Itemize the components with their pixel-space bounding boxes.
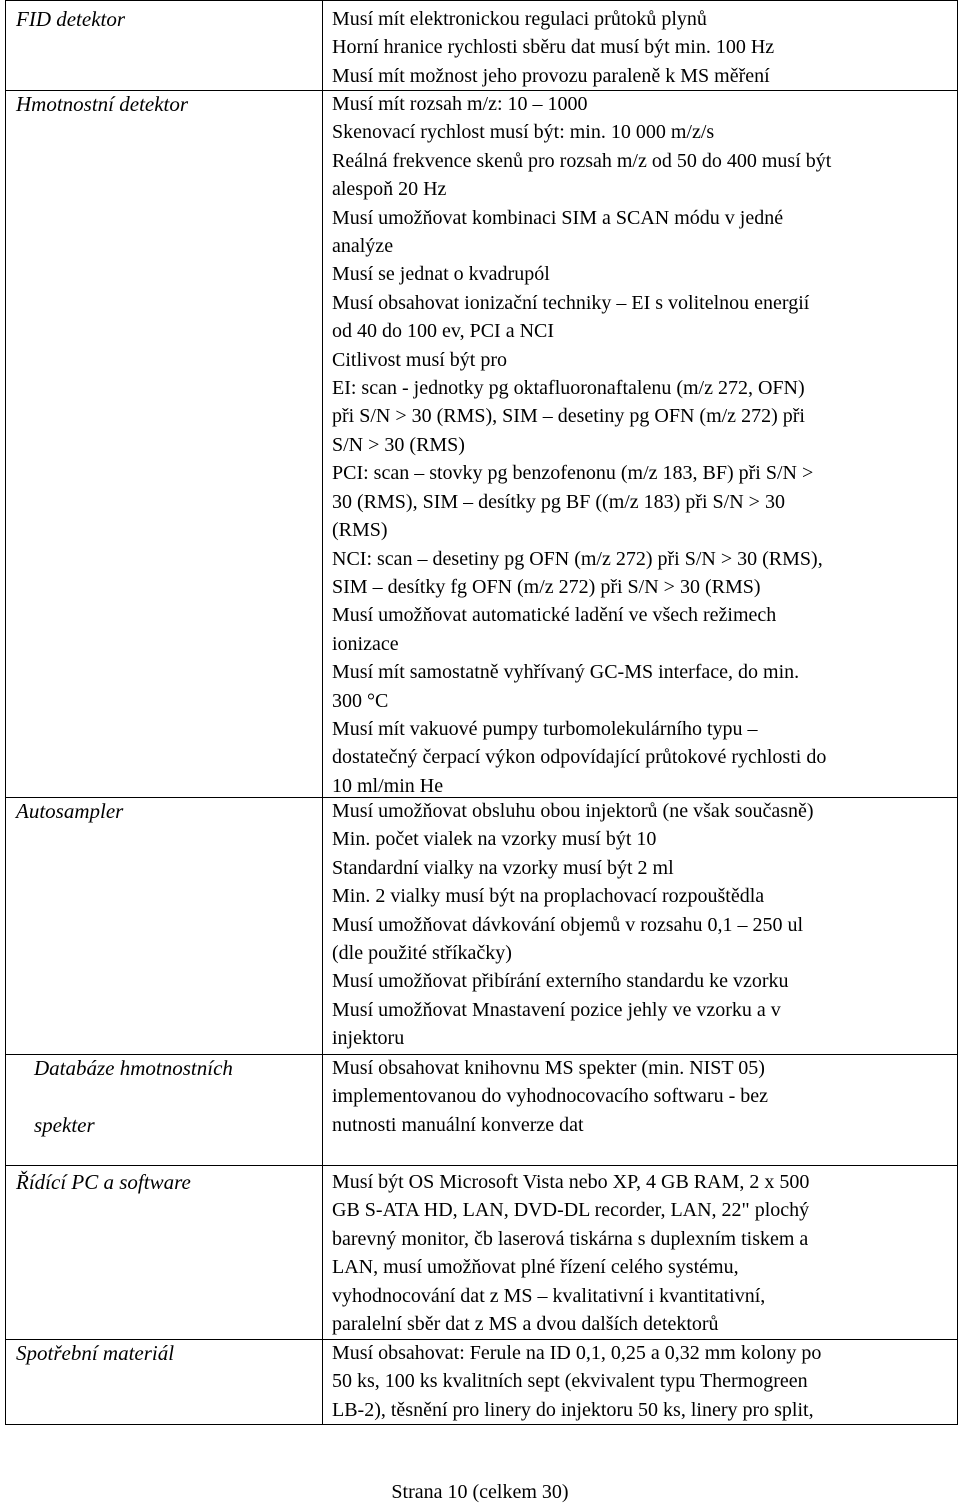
spec-line: Musí mít vakuové pumpy turbomolekulárního typu –: [332, 717, 758, 740]
spec-line: NCI: scan – desetiny pg OFN (m/z 272) při S/N > 30 (RMS),: [332, 547, 823, 570]
spec-line: Min. počet vialek na vzorky musí být 10: [332, 828, 657, 851]
spec-line: paralelní sběr dat z MS a dvou dalších detektorů: [332, 1313, 719, 1336]
spec-line: LB-2), těsnění pro linery do injektoru 50 ks, linery pro split,: [332, 1398, 814, 1421]
spec-line: Standardní vialky na vzorky musí být 2 ml: [332, 856, 674, 879]
spec-line: 50 ks, 100 ks kvalitních sept (ekvivalent typu Thermogreen: [332, 1370, 808, 1393]
spec-line: Musí obsahovat ionizační techniky – EI s volitelnou energií: [332, 291, 810, 314]
spec-line: barevný monitor, čb laserová tiskárna s duplexním tiskem a: [332, 1227, 809, 1250]
spec-line: Horní hranice rychlosti sběru dat musí být min. 100 Hz: [332, 36, 775, 59]
spec-line: 300 °C: [332, 689, 389, 712]
row-content-autosampler: [332, 797, 942, 1053]
row-content-ridici-pc: [332, 1168, 942, 1338]
spec-line: Musí mít rozsah m/z: 10 – 1000: [332, 93, 588, 115]
spec-line: nutnosti manuální konverze dat: [332, 1113, 584, 1136]
spec-line: 10 ml/min He: [332, 774, 444, 797]
spec-line: PCI: scan – stovky pg benzofenonu (m/z 183, BF) při S/N >: [332, 462, 814, 485]
spec-line: Musí mít možnost jeho provozu paraleně k MS měření: [332, 64, 770, 87]
row-content-hmotnostni-detektor: [332, 90, 942, 800]
row-label-autosampler: Autosampler: [16, 799, 124, 823]
spec-line: Musí obsahovat: Ferule na ID 0,1, 0,25 a 0,32 mm kolony po: [332, 1342, 822, 1364]
spec-line: Musí umožňovat kombinaci SIM a SCAN módu v jedné: [332, 206, 784, 229]
spec-line: 30 (RMS), SIM – desítky pg BF ((m/z 183) při S/N > 30: [332, 490, 785, 513]
spec-line: (RMS): [332, 519, 388, 542]
row-label-databaze-line2: spekter: [34, 1113, 95, 1137]
spec-line: Musí umožňovat obsluhu obou injektorů (ne však současně): [332, 800, 814, 822]
spec-line: od 40 do 100 ev, PCI a NCI: [332, 320, 555, 343]
row-label-databaze-line1: Databáze hmotnostních: [34, 1056, 233, 1080]
row-divider: [6, 1165, 957, 1166]
row-label-hmotnostni-detektor: Hmotnostní detektor: [16, 92, 189, 116]
specification-table: [5, 0, 958, 1425]
spec-line: EI: scan - jednotky pg oktafluoronaftalenu (m/z 272, OFN): [332, 377, 805, 400]
spec-line: Musí se jednat o kvadrupól: [332, 263, 550, 286]
row-content-fid-detektor: [332, 5, 942, 90]
row-label-spotrebni-material: Spotřební materiál: [16, 1341, 175, 1365]
row-divider: [6, 0, 957, 1]
spec-line: ionizace: [332, 632, 399, 655]
spec-line: Musí umožňovat Mnastavení pozice jehly ve vzorku a v: [332, 998, 781, 1021]
spec-line: Musí mít elektronickou regulaci průtoků plynů: [332, 8, 707, 30]
row-label-ridici-pc: Řídící PC a software: [16, 1170, 191, 1194]
spec-line: SIM – desítky fg OFN (m/z 272) při S/N > 30 (RMS): [332, 575, 761, 598]
spec-line: Min. 2 vialky musí být na proplachovací rozpouštědla: [332, 885, 765, 908]
spec-line: Musí mít samostatně vyhřívaný GC-MS interface, do min.: [332, 661, 800, 684]
spec-line: Citlivost musí být pro: [332, 348, 508, 371]
row-content-spotrebni-material: [332, 1339, 942, 1424]
spec-line: Musí obsahovat knihovnu MS spekter (min. NIST 05): [332, 1057, 765, 1079]
spec-line: Skenovací rychlost musí být: min. 10 000 m/z/s: [332, 121, 715, 144]
spec-line: injektoru: [332, 1027, 405, 1050]
spec-line: dostatečný čerpací výkon odpovídající průtokové rychlosti do: [332, 746, 827, 769]
spec-line: vyhodnocování dat z MS – kvalitativní i kvantitativní,: [332, 1284, 766, 1307]
row-content-databaze: [332, 1054, 942, 1139]
spec-line: GB S-ATA HD, LAN, DVD-DL recorder, LAN, 22" plochý: [332, 1199, 810, 1222]
spec-line: alespoň 20 Hz: [332, 178, 447, 201]
row-label-fid-detektor: FID detektor: [16, 7, 126, 31]
spec-line: Musí umožňovat přibírání externího standardu ke vzorku: [332, 970, 789, 993]
spec-line: S/N > 30 (RMS): [332, 433, 465, 456]
spec-line: při S/N > 30 (RMS), SIM – desetiny pg OFN (m/z 272) při: [332, 405, 805, 428]
spec-line: Musí umožňovat automatické ladění ve všech režimech: [332, 604, 777, 627]
page-number: Strana 10 (celkem 30): [391, 1481, 569, 1503]
spec-line: Musí být OS Microsoft Vista nebo XP, 4 GB RAM, 2 x 500: [332, 1171, 810, 1193]
spec-line: implementovanou do vyhodnocovacího softwaru - bez: [332, 1085, 768, 1108]
spec-line: LAN, musí umožňovat plné řízení celého systému,: [332, 1256, 739, 1279]
spec-line: (dle použité stříkačky): [332, 942, 512, 965]
spec-line: analýze: [332, 235, 394, 258]
spec-line: Reálná frekvence skenů pro rozsah m/z od 50 do 400 musí být: [332, 149, 832, 172]
spec-line: Musí umožňovat dávkování objemů v rozsahu 0,1 – 250 ul: [332, 913, 804, 936]
column-divider: [322, 0, 323, 1424]
